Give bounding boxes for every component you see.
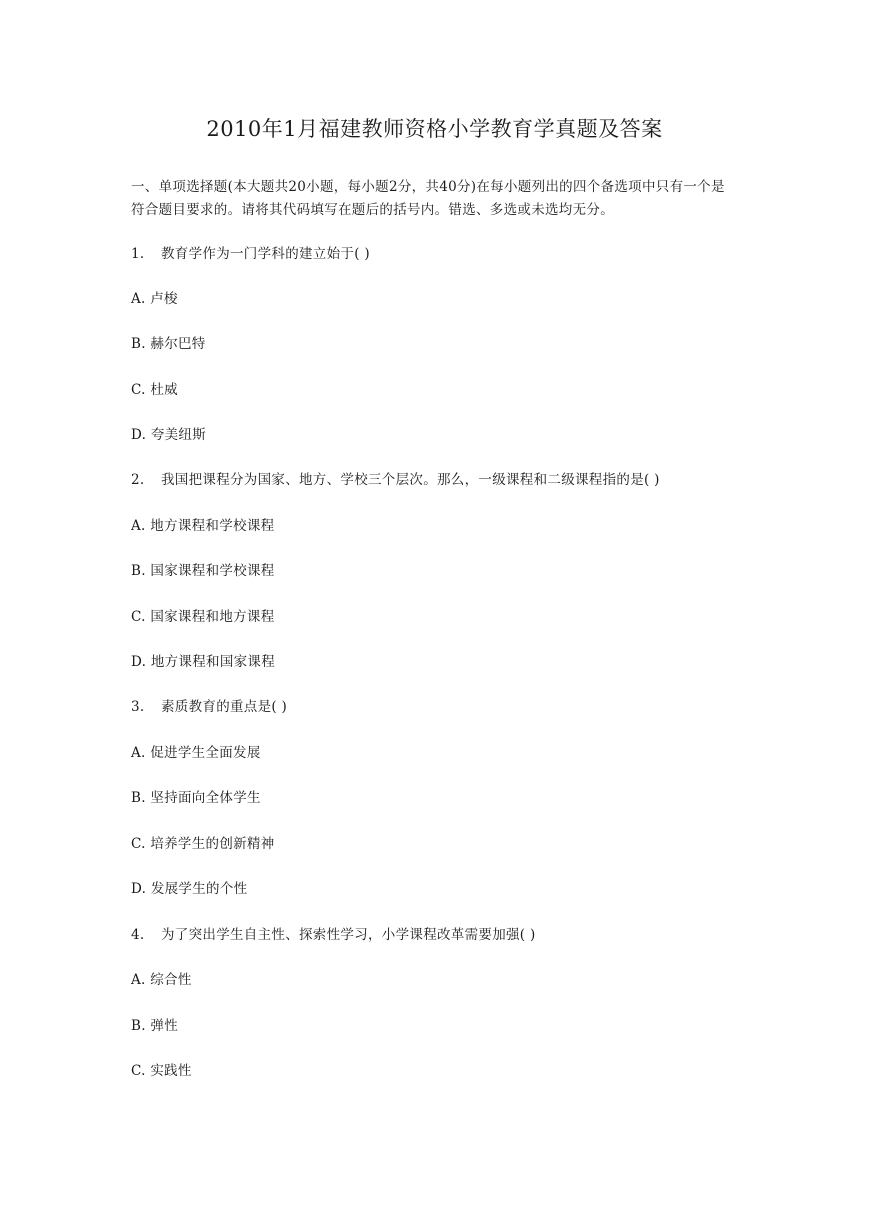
option-1d: D. 夸美纽斯	[131, 427, 207, 443]
question-number: 4.	[131, 927, 145, 943]
option-3d: D. 发展学生的个性	[131, 881, 248, 897]
option-2d: D. 地方课程和国家课程	[131, 654, 276, 670]
option-3c: C. 培养学生的创新精神	[131, 836, 275, 852]
question-2	[131, 470, 660, 490]
question-stem: 我国把课程分为国家、地方、学校三个层次。那么，一级课程和二级课程指的是( )	[161, 472, 660, 488]
option-2a: A. 地方课程和学校课程	[131, 518, 275, 534]
option-1a: A. 卢梭	[131, 291, 178, 307]
option-1b: B. 赫尔巴特	[131, 336, 206, 352]
question-number: 3.	[131, 699, 145, 715]
question-stem: 素质教育的重点是( )	[161, 699, 288, 715]
document-title: 2010年1月福建教师资格小学教育学真题及答案	[206, 117, 663, 141]
question-stem: 为了突出学生自主性、探索性学习，小学课程改革需要加强( )	[161, 927, 536, 943]
option-2b: B. 国家课程和学校课程	[131, 563, 275, 579]
option-3b: B. 坚持面向全体学生	[131, 790, 261, 806]
question-stem: 教育学作为一门学科的建立始于( )	[161, 246, 370, 262]
option-4a: A. 综合性	[131, 972, 192, 988]
option-3a: A. 促进学生全面发展	[131, 745, 261, 761]
option-1c: C. 杜威	[131, 382, 178, 398]
question-3	[131, 697, 287, 717]
section-intro: 一、单项选择题(本大题共20小题，每小题2分，共40分)在每小题列出的四个备选项中只有一个是符合题目要求的。请将其代码填写在题后的括号内。错选、多选或未选均无分。	[131, 179, 725, 218]
question-4	[131, 925, 536, 945]
question-number: 2.	[131, 472, 145, 488]
option-4c: C. 实践性	[131, 1063, 192, 1079]
option-2c: C. 国家课程和地方课程	[131, 609, 275, 625]
question-1	[131, 244, 370, 264]
question-number: 1.	[131, 246, 145, 262]
option-4b: B. 弹性	[131, 1018, 179, 1034]
